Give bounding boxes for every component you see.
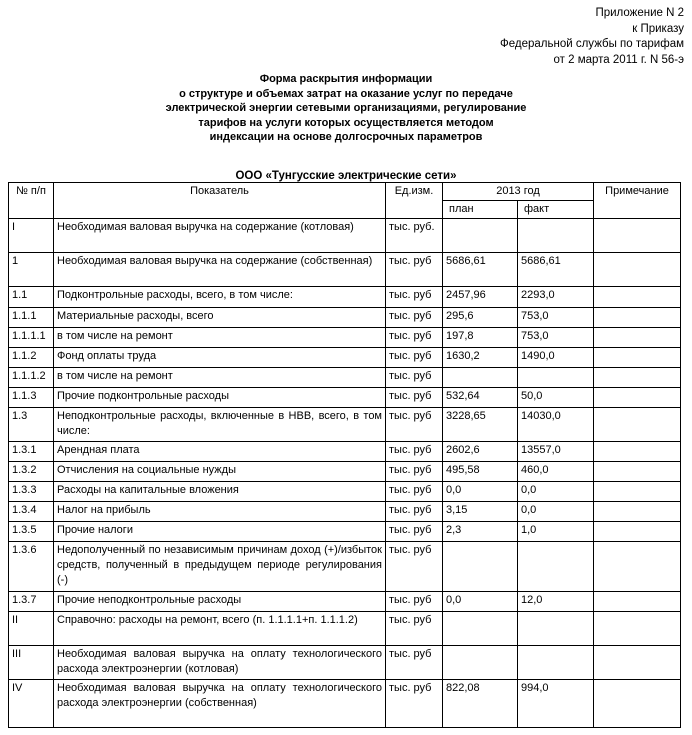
note-cell (594, 502, 681, 522)
row-number-cell: 1.3.2 (9, 462, 54, 482)
fact-value-cell: 1,0 (518, 522, 594, 542)
unit-cell: тыс. руб (386, 253, 443, 287)
indicator-cell: Материальные расходы, всего (54, 308, 386, 328)
table-row (9, 219, 681, 253)
plan-value-cell: 822,08 (443, 680, 518, 728)
unit-cell: тыс. руб (386, 502, 443, 522)
fact-value-cell: 0,0 (518, 502, 594, 522)
table-row (9, 287, 681, 308)
plan-value-cell: 2602,6 (443, 442, 518, 462)
plan-value-cell: 295,6 (443, 308, 518, 328)
row-number-cell: 1.3.7 (9, 592, 54, 612)
organization-name: ООО «Тунгусские электрические сети» (235, 170, 457, 182)
note-cell (594, 388, 681, 408)
note-cell (594, 442, 681, 462)
header-year: 2013 год (443, 183, 594, 201)
table-row (9, 388, 681, 408)
fact-value-cell: 14030,0 (518, 408, 594, 442)
row-number-cell: 1.3.3 (9, 482, 54, 502)
row-number-cell: 1 (9, 253, 54, 287)
indicator-cell: Прочие неподконтрольные расходы (54, 592, 386, 612)
indicator-cell: Недополученный по независимым причинам доход (+)/избыток средств, полученный в предыдущем периоде регулирования (-) (54, 542, 386, 592)
unit-cell: тыс. руб (386, 646, 443, 680)
plan-value-cell: 495,58 (443, 462, 518, 482)
plan-value-cell: 532,64 (443, 388, 518, 408)
note-cell (594, 253, 681, 287)
plan-value-cell: 1630,2 (443, 348, 518, 368)
header-note: Примечание (594, 183, 681, 219)
table-row (9, 646, 681, 680)
plan-value-cell (443, 219, 518, 253)
indicator-cell: Необходимая валовая выручка на содержание (котловая) (54, 219, 386, 253)
indicator-cell: Прочие налоги (54, 522, 386, 542)
row-number-cell: 1.1.3 (9, 388, 54, 408)
indicator-cell: Неподконтрольные расходы, включенные в НВВ, всего, в том числе: (54, 408, 386, 442)
note-cell (594, 522, 681, 542)
fact-value-cell (518, 542, 594, 592)
indicator-cell: Необходимая валовая выручка на оплату технологического расхода электроэнергии (собственная) (54, 680, 386, 728)
note-cell (594, 482, 681, 502)
indicator-cell: Справочно: расходы на ремонт, всего (п. 1.1.1.1+п. 1.1.1.2) (54, 612, 386, 646)
header-unit: Ед.изм. (386, 183, 443, 219)
indicator-cell: Налог на прибыль (54, 502, 386, 522)
title-line: электрической энергии сетевыми организациями, регулирование (165, 102, 527, 114)
plan-value-cell: 2,3 (443, 522, 518, 542)
unit-cell: тыс. руб (386, 482, 443, 502)
table-row (9, 482, 681, 502)
indicator-cell: Арендная плата (54, 442, 386, 462)
header-row-number: № п/п (9, 183, 54, 219)
unit-cell: тыс. руб (386, 348, 443, 368)
plan-value-cell: 0,0 (443, 592, 518, 612)
unit-cell: тыс. руб (386, 408, 443, 442)
note-cell (594, 542, 681, 592)
table-row (9, 542, 681, 592)
appendix-line: Федеральной службы по тарифам (500, 38, 684, 50)
note-cell (594, 612, 681, 646)
table-row (9, 348, 681, 368)
note-cell (594, 680, 681, 728)
fact-value-cell: 1490,0 (518, 348, 594, 368)
fact-value-cell: 2293,0 (518, 287, 594, 308)
row-number-cell: 1.3.6 (9, 542, 54, 592)
row-number-cell: II (9, 612, 54, 646)
header-plan: план (443, 201, 518, 219)
header-fact: факт (518, 201, 594, 219)
appendix-line: Приложение N 2 (595, 7, 684, 19)
indicator-cell: Расходы на капитальные вложения (54, 482, 386, 502)
fact-value-cell: 753,0 (518, 328, 594, 348)
title-line: Форма раскрытия информации (259, 73, 433, 85)
fact-value-cell: 5686,61 (518, 253, 594, 287)
note-cell (594, 308, 681, 328)
unit-cell: тыс. руб (386, 592, 443, 612)
table-row (9, 308, 681, 328)
title-line: индексации на основе долгосрочных параметров (209, 131, 483, 143)
row-number-cell: 1.1.1 (9, 308, 54, 328)
title-line: о структуре и объемах затрат на оказание услуг по передаче (179, 87, 513, 100)
note-cell (594, 287, 681, 308)
plan-value-cell (443, 612, 518, 646)
row-number-cell: 1.3 (9, 408, 54, 442)
table-row (9, 408, 681, 442)
row-number-cell: III (9, 646, 54, 680)
indicator-cell: в том числе на ремонт (54, 368, 386, 388)
row-number-cell: 1.1.1.2 (9, 368, 54, 388)
unit-cell: тыс. руб (386, 612, 443, 646)
row-number-cell: 1.3.4 (9, 502, 54, 522)
fact-value-cell (518, 646, 594, 680)
row-number-cell: 1.1 (9, 287, 54, 308)
row-number-cell: 1.1.2 (9, 348, 54, 368)
plan-value-cell (443, 542, 518, 592)
note-cell (594, 219, 681, 253)
table-row (9, 462, 681, 482)
note-cell (594, 408, 681, 442)
form-title (0, 72, 692, 145)
plan-value-cell: 0,0 (443, 482, 518, 502)
table-row (9, 253, 681, 287)
table-row (9, 328, 681, 348)
note-cell (594, 348, 681, 368)
plan-value-cell (443, 646, 518, 680)
fact-value-cell: 12,0 (518, 592, 594, 612)
cost-structure-table (8, 182, 681, 728)
appendix-line: от 2 марта 2011 г. N 56-э (553, 53, 684, 66)
fact-value-cell (518, 612, 594, 646)
header-indicator: Показатель (54, 183, 386, 219)
unit-cell: тыс. руб (386, 368, 443, 388)
row-number-cell: 1.3.1 (9, 442, 54, 462)
plan-value-cell: 5686,61 (443, 253, 518, 287)
row-number-cell: I (9, 219, 54, 253)
unit-cell: тыс. руб. (386, 219, 443, 253)
note-cell (594, 646, 681, 680)
indicator-cell: Необходимая валовая выручка на содержание (собственная) (54, 253, 386, 287)
unit-cell: тыс. руб (386, 328, 443, 348)
note-cell (594, 368, 681, 388)
unit-cell: тыс. руб (386, 680, 443, 728)
unit-cell: тыс. руб (386, 308, 443, 328)
indicator-cell: в том числе на ремонт (54, 328, 386, 348)
indicator-cell: Фонд оплаты труда (54, 348, 386, 368)
table-row (9, 680, 681, 728)
note-cell (594, 592, 681, 612)
note-cell (594, 328, 681, 348)
row-number-cell: 1.3.5 (9, 522, 54, 542)
table-body (9, 219, 681, 728)
fact-value-cell: 13557,0 (518, 442, 594, 462)
fact-value-cell (518, 219, 594, 253)
unit-cell: тыс. руб (386, 462, 443, 482)
unit-cell: тыс. руб (386, 542, 443, 592)
indicator-cell: Прочие подконтрольные расходы (54, 388, 386, 408)
indicator-cell: Отчисления на социальные нужды (54, 462, 386, 482)
unit-cell: тыс. руб (386, 287, 443, 308)
table-row (9, 502, 681, 522)
table-row (9, 612, 681, 646)
plan-value-cell: 2457,96 (443, 287, 518, 308)
plan-value-cell: 3228,65 (443, 408, 518, 442)
fact-value-cell: 0,0 (518, 482, 594, 502)
indicator-cell: Подконтрольные расходы, всего, в том числе: (54, 287, 386, 308)
fact-value-cell: 50,0 (518, 388, 594, 408)
appendix-note (500, 6, 684, 68)
plan-value-cell: 197,8 (443, 328, 518, 348)
appendix-line: к Приказу (632, 22, 684, 35)
fact-value-cell: 994,0 (518, 680, 594, 728)
table-row (9, 522, 681, 542)
unit-cell: тыс. руб (386, 522, 443, 542)
unit-cell: тыс. руб (386, 442, 443, 462)
plan-value-cell (443, 368, 518, 388)
fact-value-cell: 460,0 (518, 462, 594, 482)
note-cell (594, 462, 681, 482)
row-number-cell: IV (9, 680, 54, 728)
title-line: тарифов на услуги которых осуществляется методом (198, 116, 494, 129)
unit-cell: тыс. руб (386, 388, 443, 408)
table-row (9, 592, 681, 612)
table-row (9, 368, 681, 388)
fact-value-cell: 753,0 (518, 308, 594, 328)
table-row (9, 442, 681, 462)
plan-value-cell: 3,15 (443, 502, 518, 522)
row-number-cell: 1.1.1.1 (9, 328, 54, 348)
indicator-cell: Необходимая валовая выручка на оплату технологического расхода электроэнергии (котловая) (54, 646, 386, 680)
fact-value-cell (518, 368, 594, 388)
